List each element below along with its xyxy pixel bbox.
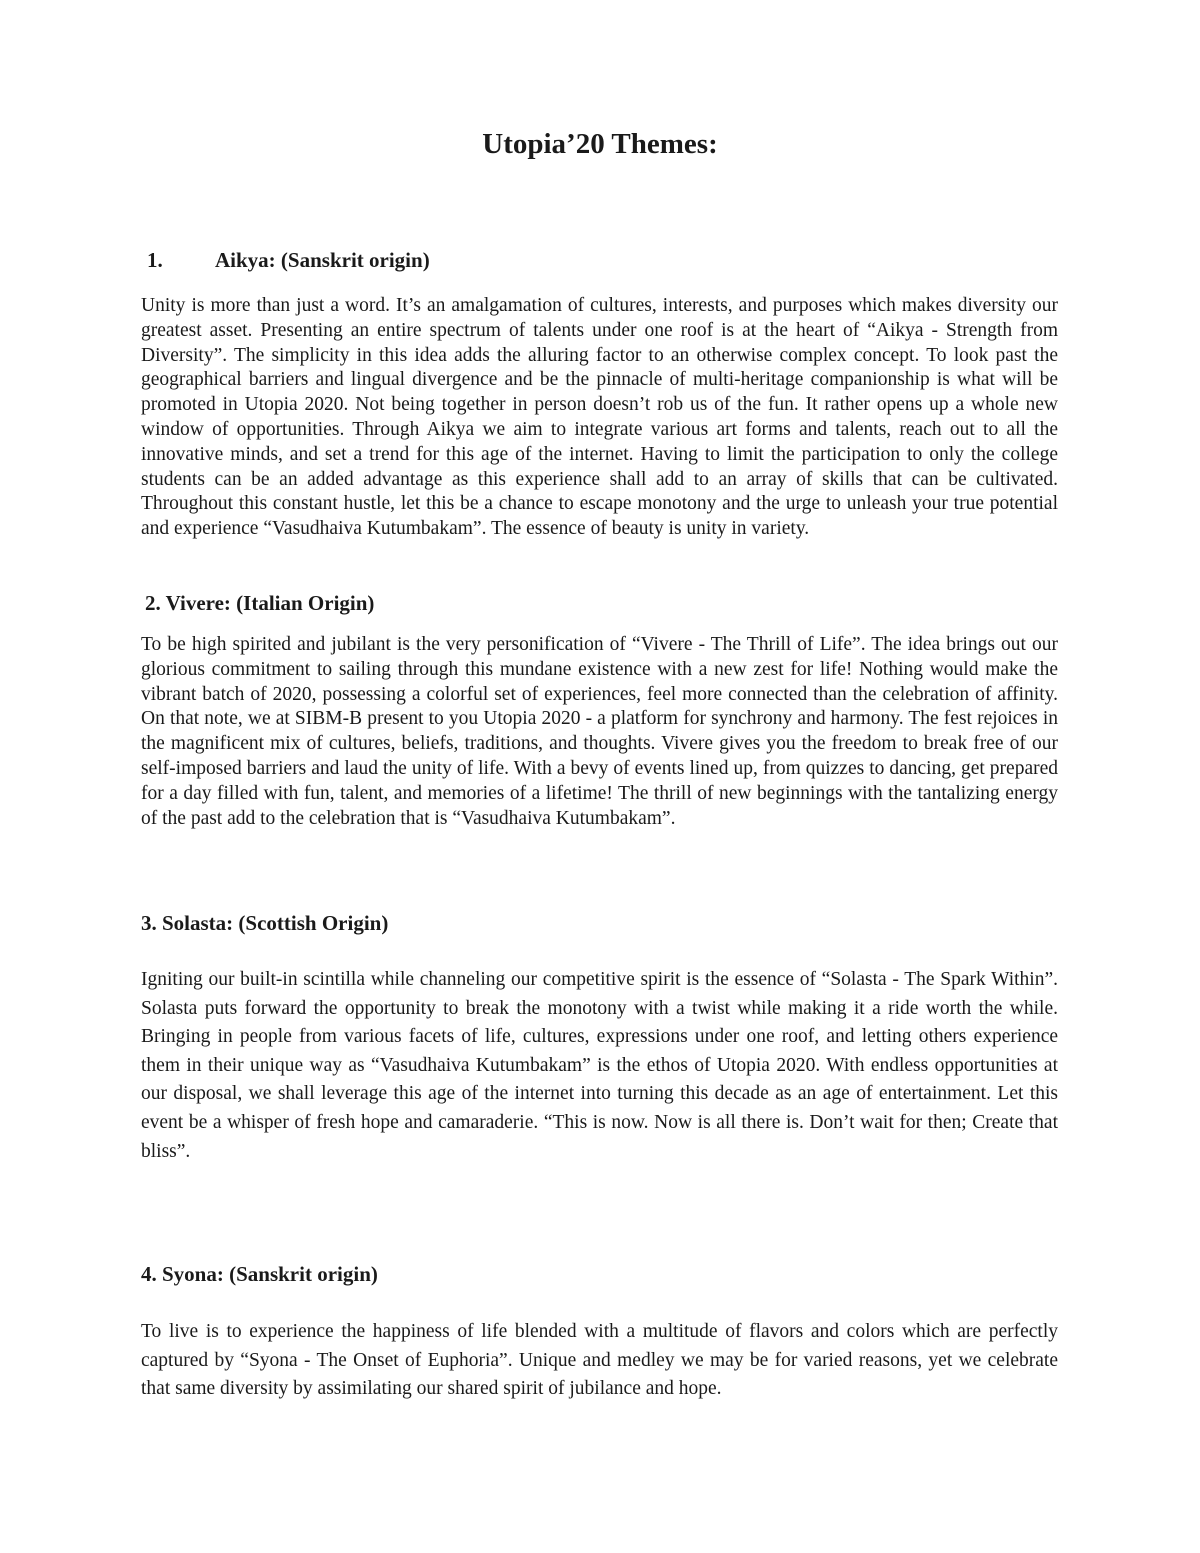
section-heading-vivere: 2. Vivere: (Italian Origin) (145, 591, 375, 615)
section-heading-text: Aikya: (Sanskrit origin) (215, 248, 430, 272)
section-heading-solasta: 3. Solasta: (Scottish Origin) (141, 911, 389, 935)
section-body-solasta: Igniting our built-in scintilla while channeling our competitive spirit is the essence of “Solasta - The Spark Within”. Solasta puts forward the opportunity to break the monotony with a twist while making it a ride worth the while. Bringing in people from various facets of life, cultures, expressions under one roof, and letting others experience them in their unique way as “Vasudhaiva Kutumbakam” is the ethos of Utopia 2020. With endless opportunities at our disposal, we shall leverage this age of the internet into turning this decade as an age of entertainment. Let this event be a whisper of fresh hope and camaraderie. “This is now. Now is all there is. Don’t wait for then; Create that bliss”. (141, 969, 1058, 1162)
page-title: Utopia’20 Themes: (482, 128, 718, 160)
section-body-syona: To live is to experience the happiness of life blended with a multitude of flavors and colors which are perfectly captured by “Syona - The Onset of Euphoria”. Unique and medley we may be for varied reasons, yet we celebrate that same diversity by assimilating our shared spirit of jubilance and hope. (141, 1321, 1058, 1400)
section-heading-syona: 4. Syona: (Sanskrit origin) (141, 1262, 378, 1286)
section-body-aikya: Unity is more than just a word. It’s an amalgamation of cultures, interests, and purposes which makes diversity our greatest asset. Presenting an entire spectrum of talents under one roof is at the heart of “Aikya - Strength from Diversity”. The simplicity in this idea adds the alluring factor to an otherwise complex concept. To look past the geographical barriers and lingual divergence and be the pinnacle of multi-heritage companionship is what will be promoted in Utopia 2020. Not being together in person doesn’t rob us of the fun. It rather opens up a whole new window of opportunities. Through Aikya we aim to integrate various art forms and talents, reach out to all the innovative minds, and set a trend for this age of the internet. Having to limit the participation to only the college students can be an added advantage as this experience shall add to an array of skills that can be cultivated. Throughout this constant hustle, let this be a chance to escape monotony and the urge to unleash your true potential and experience “Vasudhaiva Kutumbakam”. The essence of beauty is unity in variety. (141, 295, 1058, 540)
section-body-vivere: To be high spirited and jubilant is the very personification of “Vivere - The Thrill of Life”. The idea brings out our glorious commitment to sailing through this mundane existence with a new zest for life! Nothing would make the vibrant batch of 2020, possessing a colorful set of experiences, feel more connected than the celebration of affinity. On that note, we at SIBM-B present to you Utopia 2020 - a platform for synchrony and harmony. The fest rejoices in the magnificent mix of cultures, beliefs, traditions, and thoughts. Vivere gives you the freedom to break free of our self-imposed barriers and laud the unity of life. With a bevy of events lined up, from quizzes to dancing, get prepared for a day filled with fun, talent, and memories of a lifetime! The thrill of new beginnings with the tantalizing energy of the past add to the celebration that is “Vasudhaiva Kutumbakam”. (141, 634, 1058, 829)
section-heading-aikya (147, 246, 430, 274)
section-number: 1. (147, 248, 163, 272)
